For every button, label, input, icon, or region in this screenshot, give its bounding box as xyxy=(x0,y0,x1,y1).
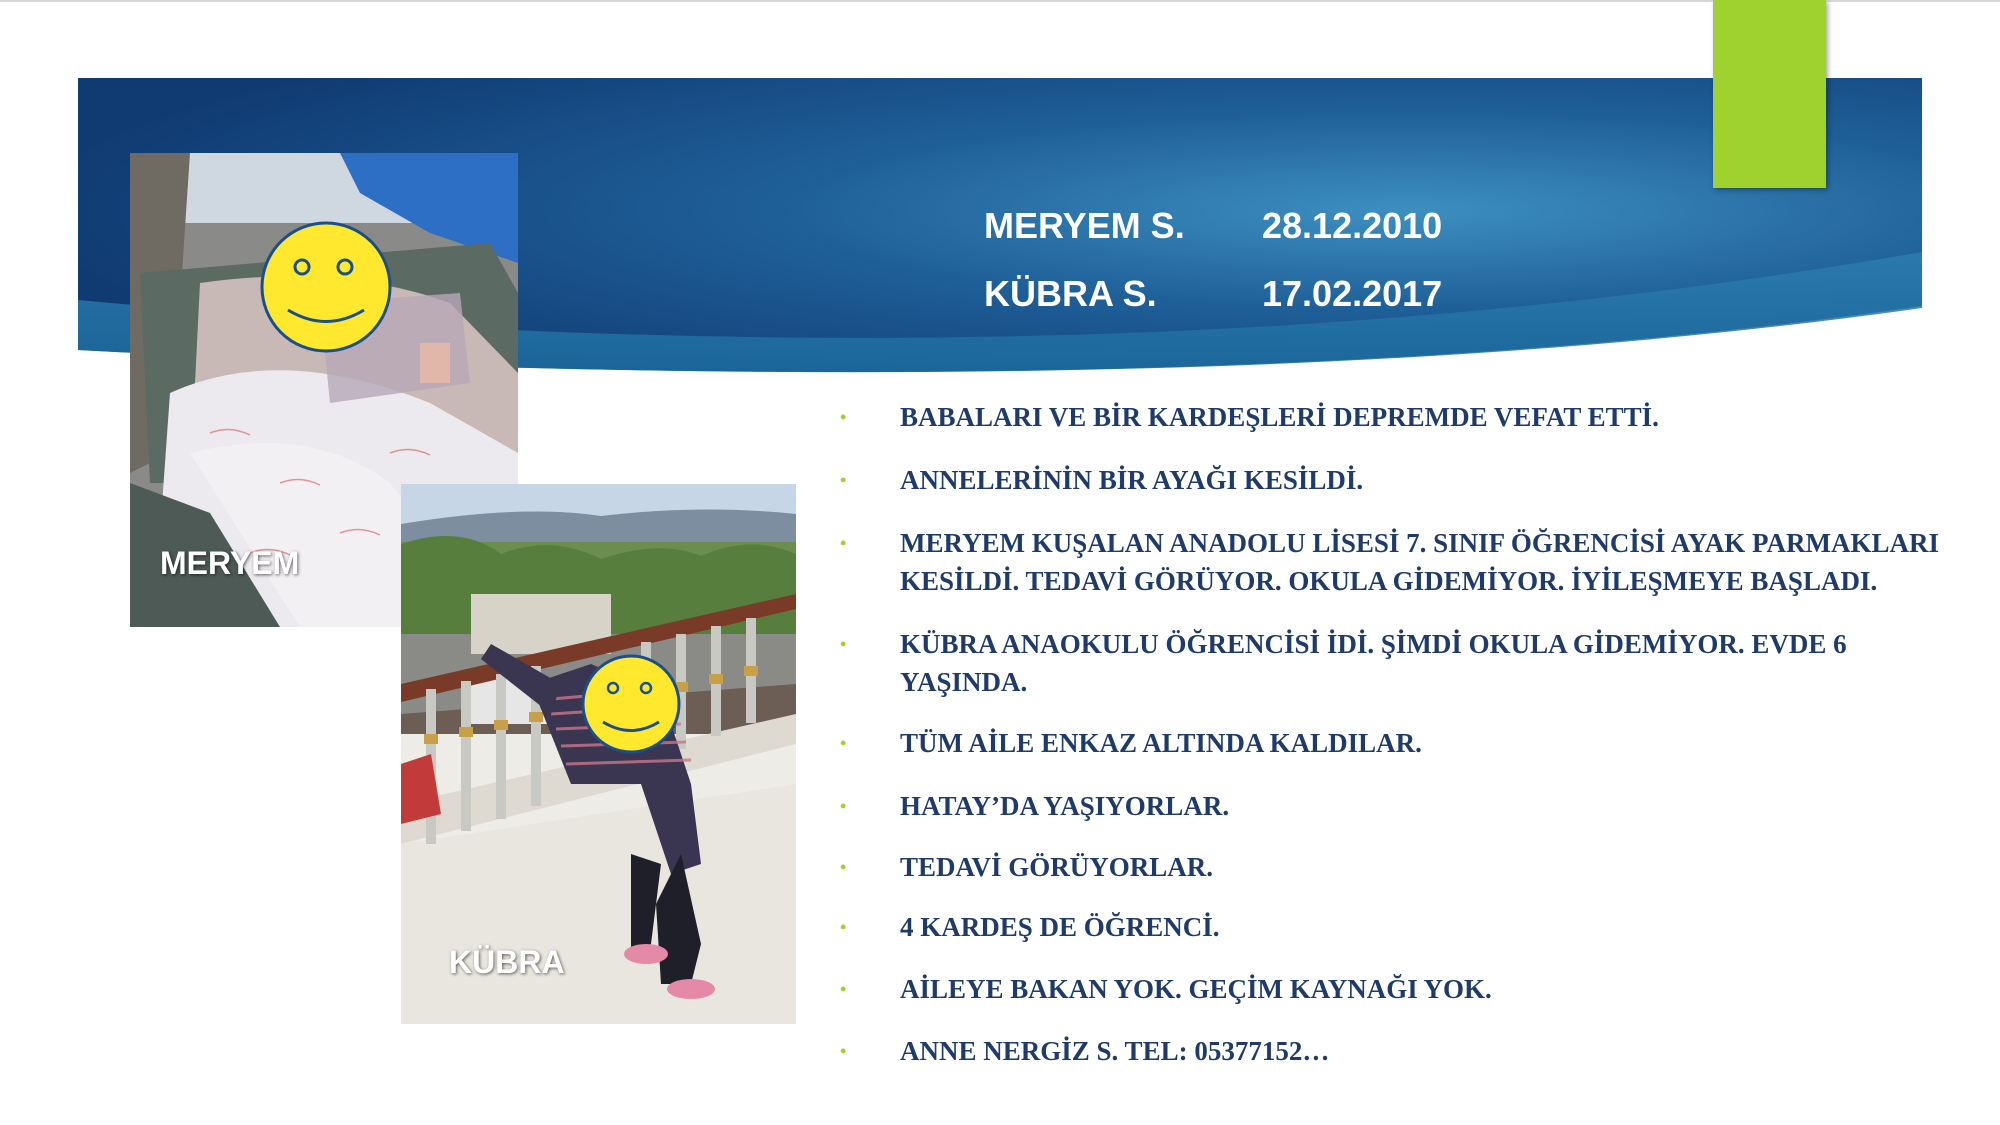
person-name: MERYEM S. xyxy=(984,205,1185,246)
bullet-dot-icon: • xyxy=(840,1041,847,1061)
bullet-text: TÜM AİLE ENKAZ ALTINDA KALDILAR. xyxy=(900,728,1422,758)
bullet-dot-icon: • xyxy=(840,857,847,877)
bullet-dot-icon: • xyxy=(840,533,847,553)
list-item xyxy=(840,398,1960,436)
bullet-text: 4 KARDEŞ DE ÖĞRENCİ. xyxy=(900,912,1220,942)
list-item xyxy=(840,787,1960,825)
list-item xyxy=(840,461,1960,499)
bullet-dot-icon: • xyxy=(840,470,847,490)
list-item xyxy=(840,1032,1960,1070)
bullet-text: BABALARI VE BİR KARDEŞLERİ DEPREMDE VEFAT ETTİ. xyxy=(900,402,1659,432)
bullet-text: ANNE NERGİZ S. TEL: 05377152… xyxy=(900,1036,1330,1066)
names-block xyxy=(984,192,1442,328)
bullet-text: TEDAVİ GÖRÜYORLAR. xyxy=(900,852,1214,882)
bullet-text: MERYEM KUŞALAN ANADOLU LİSESİ 7. SINIF ÖĞRENCİSİ AYAK PARMAKLARI KESİLDİ. TEDAVİ GÖRÜYOR. OKULA GİDEMİYOR. İYİLEŞMEYE BAŞLADI. xyxy=(900,528,1939,596)
person-name: KÜBRA S. xyxy=(984,273,1157,314)
list-item xyxy=(840,848,1960,886)
person-date: 28.12.2010 xyxy=(1262,205,1443,246)
list-item xyxy=(840,625,1960,701)
bullet-dot-icon: • xyxy=(840,733,847,753)
info-bullet-list xyxy=(840,398,1960,1070)
photo-label-meryem: MERYEM xyxy=(160,545,300,581)
bullet-text: AİLEYE BAKAN YOK. GEÇİM KAYNAĞI YOK. xyxy=(900,974,1492,1004)
smiley-face-icon xyxy=(583,656,679,752)
bullet-dot-icon: • xyxy=(840,796,847,816)
list-item xyxy=(840,524,1960,600)
bullet-dot-icon: • xyxy=(840,634,847,654)
name-row-meryem xyxy=(984,192,1442,260)
list-item xyxy=(840,724,1960,762)
smiley-face-icon xyxy=(262,223,390,351)
person-date: 17.02.2017 xyxy=(1262,273,1443,314)
photo-kubra xyxy=(401,484,796,1024)
accent-tab xyxy=(1713,0,1826,188)
bullet-text: ANNELERİNİN BİR AYAĞI KESİLDİ. xyxy=(900,465,1364,495)
bullet-dot-icon: • xyxy=(840,917,847,937)
list-item xyxy=(840,908,1960,946)
bullet-text: KÜBRA ANAOKULU ÖĞRENCİSİ İDİ. ŞİMDİ OKULA GİDEMİYOR. EVDE 6 YAŞINDA. xyxy=(900,629,1847,697)
bullet-text: HATAY’DA YAŞIYORLAR. xyxy=(900,791,1230,821)
bullet-dot-icon: • xyxy=(840,979,847,999)
photo-label-kubra: KÜBRA xyxy=(449,944,565,980)
name-row-kubra xyxy=(984,260,1442,328)
list-item xyxy=(840,970,1960,1008)
bullet-dot-icon: • xyxy=(840,407,847,427)
